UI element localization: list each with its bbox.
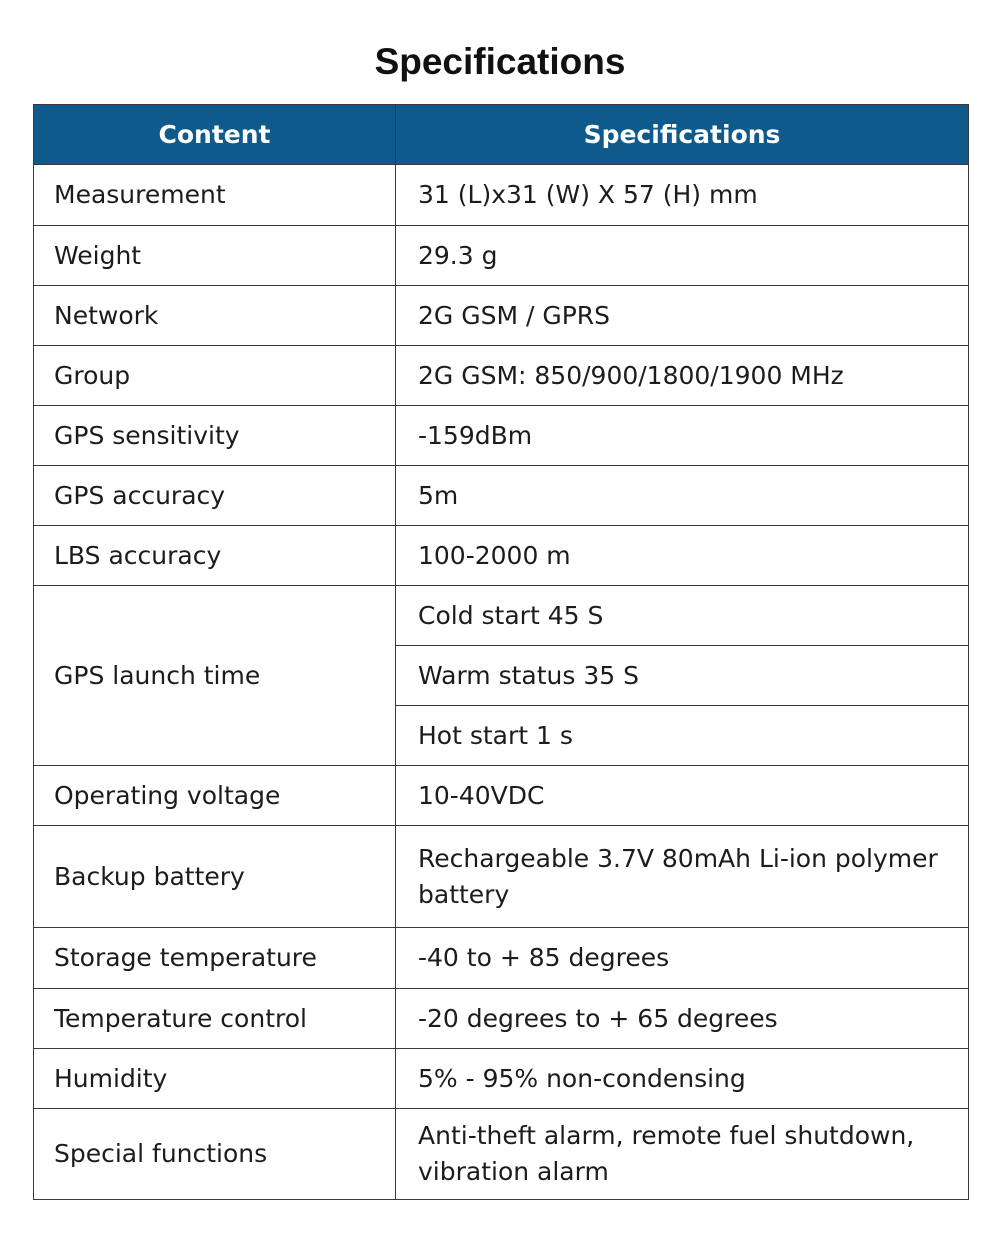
row-value: 31 (L)x31 (W) X 57 (H) mm <box>396 165 969 226</box>
row-label: GPS launch time <box>34 586 396 766</box>
table-row <box>34 586 969 646</box>
column-header-content: Content <box>34 105 396 165</box>
table-row <box>34 928 969 989</box>
column-header-specifications: Specifications <box>396 105 969 165</box>
table-row <box>34 989 969 1049</box>
table-row <box>34 226 969 286</box>
row-label: Backup battery <box>34 826 396 928</box>
row-label: Humidity <box>34 1049 396 1109</box>
row-value: 5% - 95% non-condensing <box>396 1049 969 1109</box>
row-value: Warm status 35 S <box>396 646 969 706</box>
table-row <box>34 1049 969 1109</box>
table-row <box>34 526 969 586</box>
page-title: Specifications <box>374 41 626 82</box>
table-header-row <box>34 105 969 165</box>
row-value: Rechargeable 3.7V 80mAh Li-ion polymer battery <box>396 826 969 928</box>
specifications-table <box>33 104 969 1200</box>
row-label: Network <box>34 286 396 346</box>
row-label: GPS accuracy <box>34 466 396 526</box>
row-label: Weight <box>34 226 396 286</box>
row-label: LBS accuracy <box>34 526 396 586</box>
row-label: Temperature control <box>34 989 396 1049</box>
row-value: 29.3 g <box>396 226 969 286</box>
row-value: Cold start 45 S <box>396 586 969 646</box>
table-row <box>34 1109 969 1200</box>
table-row <box>34 826 969 928</box>
table-row <box>34 406 969 466</box>
row-label: Operating voltage <box>34 766 396 826</box>
row-value: 10-40VDC <box>396 766 969 826</box>
row-value: 2G GSM: 850/900/1800/1900 MHz <box>396 346 969 406</box>
row-label: GPS sensitivity <box>34 406 396 466</box>
row-value: 100-2000 m <box>396 526 969 586</box>
row-value: -159dBm <box>396 406 969 466</box>
table-row <box>34 165 969 226</box>
row-value: Hot start 1 s <box>396 706 969 766</box>
table-row <box>34 766 969 826</box>
row-label: Storage temperature <box>34 928 396 989</box>
row-value: 2G GSM / GPRS <box>396 286 969 346</box>
table-row <box>34 286 969 346</box>
table-row <box>34 346 969 406</box>
row-value: -20 degrees to + 65 degrees <box>396 989 969 1049</box>
row-label: Special functions <box>34 1109 396 1200</box>
table-row <box>34 466 969 526</box>
row-value: Anti-theft alarm, remote fuel shutdown, vibration alarm <box>396 1109 969 1200</box>
row-label: Measurement <box>34 165 396 226</box>
row-label: Group <box>34 346 396 406</box>
row-value: -40 to + 85 degrees <box>396 928 969 989</box>
row-value: 5m <box>396 466 969 526</box>
